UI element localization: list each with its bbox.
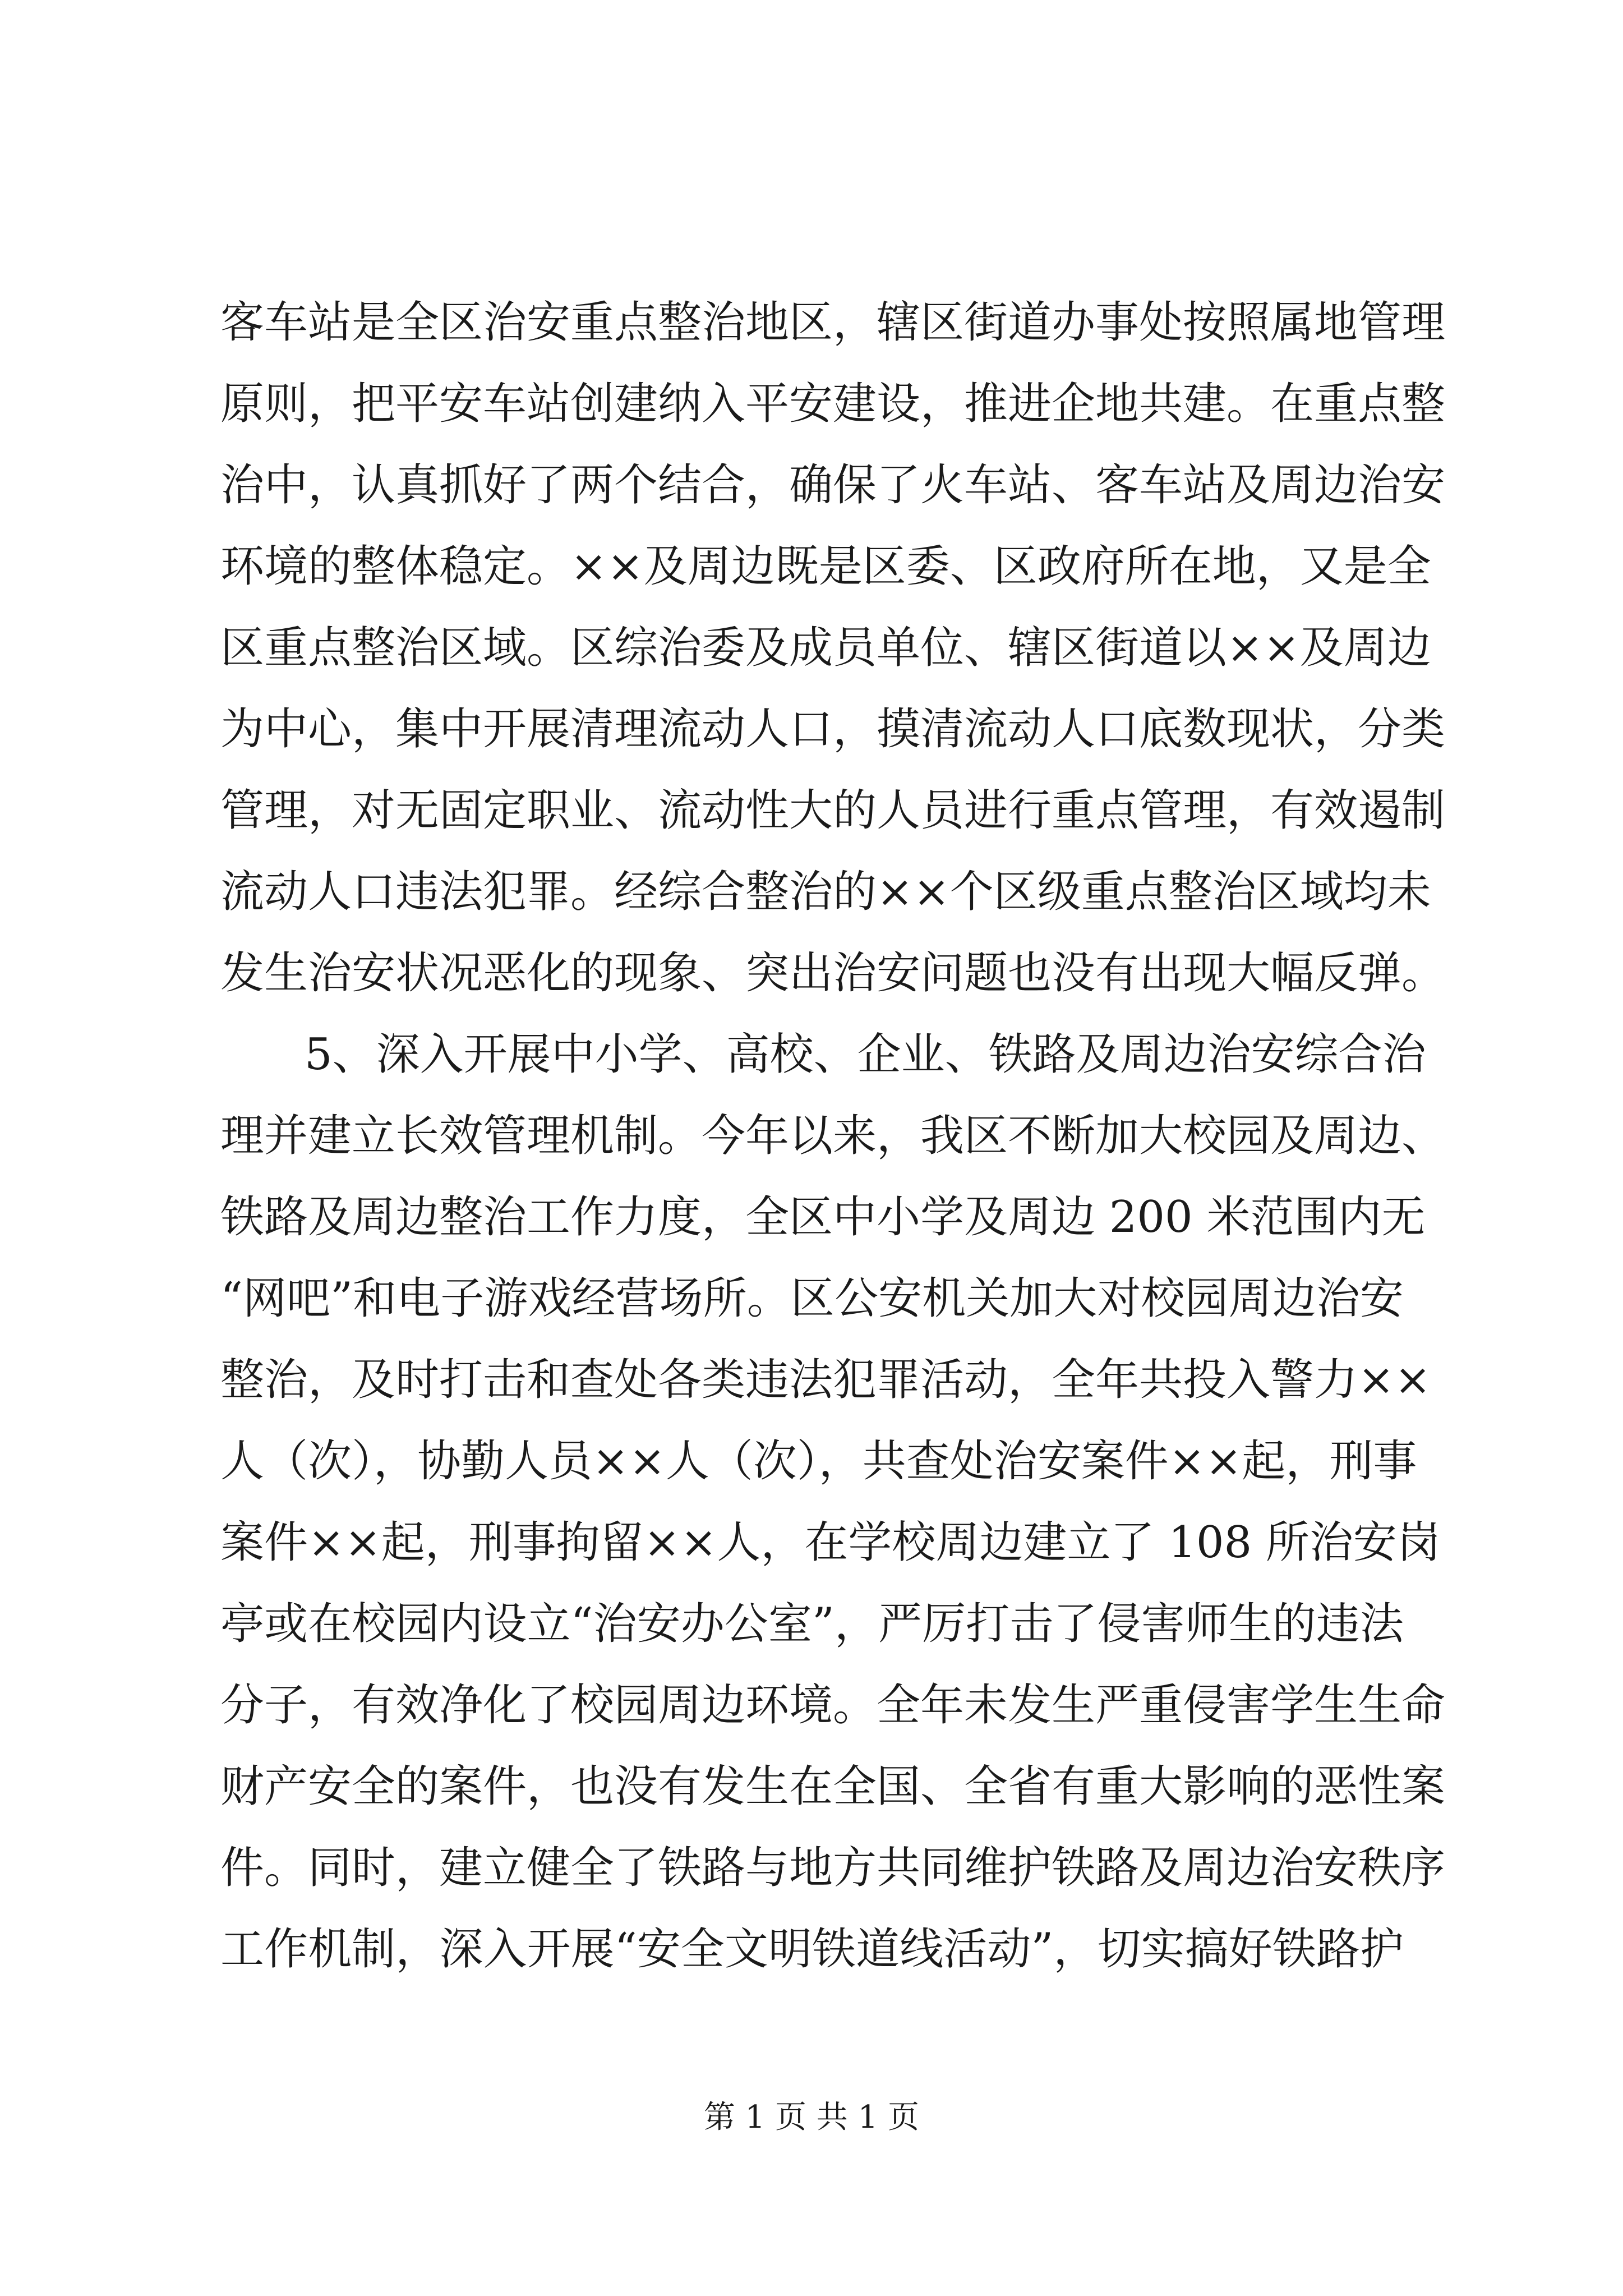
body-line-13: “网吧”和电子游戏经营场所。区公安机关加大对校园周边治安 <box>220 1273 1404 1324</box>
body-line-8: 流动人口违法犯罪。经综合整治的××个区级重点整治区域均未 <box>220 867 1431 917</box>
body-line-4: 环境的整体稳定。××及周边既是区委、区政府所在地，又是全 <box>220 541 1431 592</box>
body-line-21: 工作机制，深入开展“安全文明铁道线活动”，切实搞好铁路护 <box>220 1924 1404 1975</box>
body-line-12: 铁路及周边整治工作力度，全区中小学及周边 200 米范围内无 <box>220 1192 1426 1243</box>
body-line-6: 为中心，集中开展清理流动人口，摸清流动人口底数现状，分类 <box>220 704 1446 754</box>
body-line-2: 原则，把平安车站创建纳入平安建设，推进企地共建。在重点整 <box>220 379 1446 429</box>
body-line-11: 理并建立长效管理机制。今年以来，我区不断加大校园及周边、 <box>220 1111 1446 1161</box>
body-line-3: 治中，认真抓好了两个结合，确保了火车站、客车站及周边治安 <box>220 460 1446 510</box>
body-line-5: 区重点整治区域。区综治委及成员单位、辖区街道以××及周边 <box>220 623 1431 673</box>
body-line-17: 亭或在校园内设立“治安办公室”，严厉打击了侵害师生的违法 <box>220 1599 1404 1649</box>
page-number-footer: 第 1 页 共 1 页 <box>703 2099 920 2136</box>
body-line-9: 发生治安状况恶化的现象、突出治安问题也没有出现大幅反弹。 <box>220 948 1446 999</box>
body-line-1: 客车站是全区治安重点整治地区，辖区街道办事处按照属地管理 <box>220 297 1446 348</box>
body-line-14: 整治，及时打击和查处各类违法犯罪活动，全年共投入警力×× <box>220 1355 1431 1405</box>
section-5-first-line: 5、深入开展中小学、高校、企业、铁路及周边治安综合治 <box>305 1029 1426 1080</box>
body-line-7: 管理，对无固定职业、流动性大的人员进行重点管理，有效遏制 <box>220 785 1446 836</box>
body-line-20: 件。同时，建立健全了铁路与地方共同维护铁路及周边治安秩序 <box>220 1843 1446 1893</box>
body-line-19: 财产安全的案件，也没有发生在全国、全省有重大影响的恶性案 <box>220 1761 1446 1812</box>
body-line-15: 人（次），协勤人员××人（次），共查处治安案件××起，刑事 <box>220 1436 1417 1487</box>
body-line-18: 分子，有效净化了校园周边环境。全年未发生严重侵害学生生命 <box>220 1680 1446 1731</box>
body-line-16: 案件××起，刑事拘留××人，在学校周边建立了 108 所治安岗 <box>220 1517 1441 1568</box>
